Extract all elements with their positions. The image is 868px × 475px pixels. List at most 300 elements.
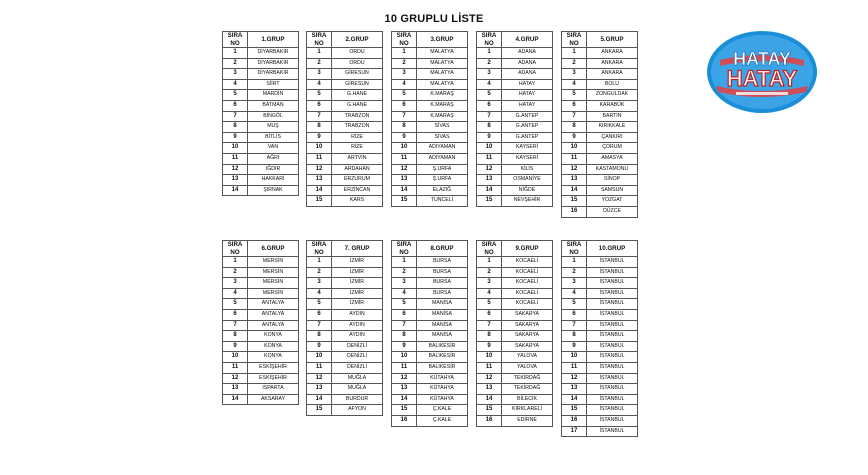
city-name: BALIKESİR bbox=[417, 341, 468, 352]
sira-no-header: SIRA NO bbox=[392, 32, 417, 48]
table-row bbox=[477, 100, 553, 111]
row-number: 8 bbox=[223, 122, 248, 133]
row-number: 15 bbox=[392, 405, 417, 416]
group-name-header: 6.GRUP bbox=[248, 241, 299, 257]
group-name-header: 7. GRUP bbox=[332, 241, 383, 257]
table-row bbox=[477, 79, 553, 90]
city-name: MANİSA bbox=[417, 309, 468, 320]
city-name: ANTALYA bbox=[248, 320, 299, 331]
table-row bbox=[392, 341, 468, 352]
city-name: İSTANBUL bbox=[587, 331, 638, 342]
table-row bbox=[392, 415, 468, 426]
row-number: 1 bbox=[562, 48, 587, 59]
city-name: RİZE bbox=[332, 132, 383, 143]
table-row bbox=[392, 267, 468, 278]
city-name: İSTANBUL bbox=[587, 426, 638, 437]
table-row bbox=[477, 320, 553, 331]
table-row bbox=[477, 257, 553, 268]
table-row bbox=[307, 362, 383, 373]
row-number: 14 bbox=[307, 185, 332, 196]
city-name: SAKARYA bbox=[502, 320, 553, 331]
row-number: 9 bbox=[477, 341, 502, 352]
table-row bbox=[307, 164, 383, 175]
table-row bbox=[392, 111, 468, 122]
city-name: KARS bbox=[332, 196, 383, 207]
group-table bbox=[222, 31, 299, 196]
city-name: İZMİR bbox=[332, 267, 383, 278]
table-row bbox=[477, 341, 553, 352]
sira-no-header: SIRA NO bbox=[223, 241, 248, 257]
table-row bbox=[477, 58, 553, 69]
table-row bbox=[307, 331, 383, 342]
hatay-logo bbox=[706, 30, 818, 114]
city-name: G.HANE bbox=[332, 100, 383, 111]
table-row bbox=[307, 175, 383, 186]
row-number: 1 bbox=[307, 257, 332, 268]
group-table bbox=[391, 240, 468, 427]
row-number: 6 bbox=[562, 100, 587, 111]
city-name: BURDUR bbox=[332, 394, 383, 405]
city-name: İSTANBUL bbox=[587, 257, 638, 268]
city-name: ANKARA bbox=[587, 58, 638, 69]
table-row bbox=[562, 257, 638, 268]
table-row bbox=[562, 111, 638, 122]
row-number: 3 bbox=[392, 278, 417, 289]
city-name: ADIYAMAN bbox=[417, 153, 468, 164]
table-row bbox=[477, 185, 553, 196]
city-name: KIRKLARELİ bbox=[502, 405, 553, 416]
row-number: 2 bbox=[223, 267, 248, 278]
row-number: 11 bbox=[223, 153, 248, 164]
group-name-header: 8.GRUP bbox=[417, 241, 468, 257]
table-row bbox=[392, 185, 468, 196]
city-name: ERZİNCAN bbox=[332, 185, 383, 196]
city-name: ISPARTA bbox=[248, 384, 299, 395]
table-row bbox=[223, 267, 299, 278]
sira-no-header: SIRA NO bbox=[307, 32, 332, 48]
row-number: 14 bbox=[562, 185, 587, 196]
table-header-row bbox=[307, 241, 383, 257]
row-number: 14 bbox=[392, 394, 417, 405]
row-number: 15 bbox=[307, 405, 332, 416]
city-name: AĞRI bbox=[248, 153, 299, 164]
row-number: 9 bbox=[477, 132, 502, 143]
row-number: 14 bbox=[392, 185, 417, 196]
row-number: 9 bbox=[307, 132, 332, 143]
city-name: ESKİŞEHİR bbox=[248, 373, 299, 384]
row-number: 10 bbox=[477, 352, 502, 363]
table-row bbox=[307, 278, 383, 289]
row-number: 4 bbox=[392, 79, 417, 90]
table-row bbox=[477, 394, 553, 405]
city-name: ERZURUM bbox=[332, 175, 383, 186]
city-name: KÜTAHYA bbox=[417, 373, 468, 384]
table-row bbox=[477, 267, 553, 278]
city-name: HATAY bbox=[502, 79, 553, 90]
city-name: KOCAELİ bbox=[502, 278, 553, 289]
city-name: MERSİN bbox=[248, 288, 299, 299]
table-row bbox=[223, 100, 299, 111]
city-name: MUŞ bbox=[248, 122, 299, 133]
city-name: MALATYA bbox=[417, 69, 468, 80]
row-number: 10 bbox=[477, 143, 502, 154]
row-number: 4 bbox=[562, 79, 587, 90]
table-row bbox=[223, 352, 299, 363]
table-row bbox=[392, 100, 468, 111]
table-row bbox=[392, 196, 468, 207]
table-row bbox=[562, 100, 638, 111]
table-row bbox=[392, 48, 468, 59]
row-number: 8 bbox=[223, 331, 248, 342]
city-name: GİRESUN bbox=[332, 69, 383, 80]
table-row bbox=[562, 394, 638, 405]
row-number: 2 bbox=[307, 58, 332, 69]
table-header-row bbox=[307, 32, 383, 48]
row-number: 8 bbox=[392, 331, 417, 342]
city-name: AKSARAY bbox=[248, 394, 299, 405]
table-row bbox=[392, 309, 468, 320]
city-name: BURSA bbox=[417, 267, 468, 278]
group-table bbox=[306, 31, 383, 207]
table-row bbox=[223, 309, 299, 320]
table-row bbox=[392, 164, 468, 175]
table-row bbox=[392, 132, 468, 143]
row-number: 11 bbox=[307, 153, 332, 164]
city-name: KIRIKKALE bbox=[587, 122, 638, 133]
city-name: DENİZLİ bbox=[332, 352, 383, 363]
table-row bbox=[307, 267, 383, 278]
city-name: DİYARBAKIR bbox=[248, 48, 299, 59]
group-name-header: 10.GRUP bbox=[587, 241, 638, 257]
sira-no-header: SIRA NO bbox=[307, 241, 332, 257]
city-name: MANİSA bbox=[417, 320, 468, 331]
table-header-row bbox=[562, 241, 638, 257]
city-name: SİİRT bbox=[248, 79, 299, 90]
table-row bbox=[223, 320, 299, 331]
table-row bbox=[562, 384, 638, 395]
table-row bbox=[307, 79, 383, 90]
row-number: 11 bbox=[562, 153, 587, 164]
row-number: 2 bbox=[477, 58, 502, 69]
city-name: TRABZON bbox=[332, 122, 383, 133]
city-name: SAKARYA bbox=[502, 331, 553, 342]
sira-no-header: SIRA NO bbox=[223, 32, 248, 48]
table-row bbox=[307, 111, 383, 122]
row-number: 5 bbox=[562, 299, 587, 310]
table-row bbox=[307, 309, 383, 320]
city-name: ADIYAMAN bbox=[417, 143, 468, 154]
table-row bbox=[477, 196, 553, 207]
row-number: 9 bbox=[223, 341, 248, 352]
table-row bbox=[307, 384, 383, 395]
table-row bbox=[477, 175, 553, 186]
row-number: 2 bbox=[562, 267, 587, 278]
city-name: DENİZLİ bbox=[332, 341, 383, 352]
row-number: 3 bbox=[477, 278, 502, 289]
city-name: YOZGAT bbox=[587, 196, 638, 207]
group-name-header: 2.GRUP bbox=[332, 32, 383, 48]
row-number: 3 bbox=[223, 69, 248, 80]
table-row bbox=[562, 299, 638, 310]
city-name: AMASYA bbox=[587, 153, 638, 164]
row-number: 3 bbox=[307, 278, 332, 289]
city-name: KOCAELİ bbox=[502, 299, 553, 310]
row-number: 10 bbox=[562, 352, 587, 363]
table-row bbox=[562, 352, 638, 363]
table-row bbox=[223, 278, 299, 289]
table-header-row bbox=[392, 241, 468, 257]
row-number: 9 bbox=[223, 132, 248, 143]
row-number: 13 bbox=[562, 384, 587, 395]
table-row bbox=[392, 58, 468, 69]
city-name: SAKARYA bbox=[502, 309, 553, 320]
city-name: ARTVİN bbox=[332, 153, 383, 164]
row-number: 12 bbox=[223, 373, 248, 384]
table-row bbox=[392, 331, 468, 342]
city-name: BOLU bbox=[587, 79, 638, 90]
table-row bbox=[477, 69, 553, 80]
row-number: 4 bbox=[307, 288, 332, 299]
table-row bbox=[223, 48, 299, 59]
city-name: TRABZON bbox=[332, 111, 383, 122]
table-row bbox=[307, 341, 383, 352]
group-table bbox=[476, 31, 553, 207]
city-name: KÜTAHYA bbox=[417, 394, 468, 405]
row-number: 14 bbox=[223, 394, 248, 405]
city-name: AYDIN bbox=[332, 320, 383, 331]
table-row bbox=[562, 309, 638, 320]
city-name: EDİRNE bbox=[502, 415, 553, 426]
city-name: KÜTAHYA bbox=[417, 384, 468, 395]
row-number: 6 bbox=[307, 309, 332, 320]
row-number: 7 bbox=[307, 320, 332, 331]
row-number: 12 bbox=[477, 373, 502, 384]
table-row bbox=[562, 132, 638, 143]
group-table bbox=[222, 240, 299, 405]
city-name: İZMİR bbox=[332, 288, 383, 299]
table-row bbox=[477, 415, 553, 426]
city-name: BURSA bbox=[417, 288, 468, 299]
city-name: RİZE bbox=[332, 143, 383, 154]
city-name: ANTALYA bbox=[248, 299, 299, 310]
sira-no-header: SIRA NO bbox=[477, 32, 502, 48]
city-name: ESKİŞEHİR bbox=[248, 362, 299, 373]
sira-no-header: SIRA NO bbox=[477, 241, 502, 257]
table-row bbox=[307, 100, 383, 111]
row-number: 6 bbox=[307, 100, 332, 111]
row-number: 3 bbox=[477, 69, 502, 80]
city-name: DENİZLİ bbox=[332, 362, 383, 373]
table-row bbox=[307, 394, 383, 405]
city-name: ADANA bbox=[502, 48, 553, 59]
table-row bbox=[562, 415, 638, 426]
city-name: VAN bbox=[248, 143, 299, 154]
row-number: 7 bbox=[223, 320, 248, 331]
city-name: İSTANBUL bbox=[587, 288, 638, 299]
table-header-row bbox=[223, 32, 299, 48]
row-number: 7 bbox=[477, 320, 502, 331]
table-row bbox=[307, 69, 383, 80]
row-number: 4 bbox=[223, 79, 248, 90]
city-name: Ş.URFA bbox=[417, 164, 468, 175]
table-row bbox=[307, 132, 383, 143]
city-name: SAKARYA bbox=[502, 341, 553, 352]
table-row bbox=[562, 426, 638, 437]
table-row bbox=[562, 69, 638, 80]
city-name: ANTALYA bbox=[248, 309, 299, 320]
table-row bbox=[307, 90, 383, 101]
city-name: KAYSERİ bbox=[502, 143, 553, 154]
city-name: AFYON bbox=[332, 405, 383, 416]
sira-no-header: SIRA NO bbox=[392, 241, 417, 257]
table-row bbox=[477, 278, 553, 289]
table-row bbox=[307, 405, 383, 416]
row-number: 2 bbox=[392, 267, 417, 278]
row-number: 2 bbox=[392, 58, 417, 69]
row-number: 5 bbox=[392, 299, 417, 310]
table-row bbox=[392, 384, 468, 395]
row-number: 3 bbox=[392, 69, 417, 80]
page-title: 10 GRUPLU LİSTE bbox=[384, 13, 484, 25]
table-row bbox=[223, 79, 299, 90]
table-row bbox=[223, 111, 299, 122]
table-row bbox=[562, 405, 638, 416]
row-number: 1 bbox=[307, 48, 332, 59]
row-number: 14 bbox=[307, 394, 332, 405]
city-name: TEKİRDAĞ bbox=[502, 373, 553, 384]
group-table bbox=[306, 240, 383, 416]
city-name: BATMAN bbox=[248, 100, 299, 111]
table-row bbox=[392, 320, 468, 331]
row-number: 16 bbox=[392, 415, 417, 426]
table-row bbox=[477, 373, 553, 384]
row-number: 12 bbox=[477, 164, 502, 175]
row-number: 1 bbox=[477, 257, 502, 268]
city-name: GİRESUN bbox=[332, 79, 383, 90]
city-name: MUĞLA bbox=[332, 373, 383, 384]
city-name: BALIKESİR bbox=[417, 352, 468, 363]
row-number: 8 bbox=[562, 331, 587, 342]
city-name: KAYSERİ bbox=[502, 153, 553, 164]
city-name: DİYARBAKIR bbox=[248, 69, 299, 80]
sira-no-header: SIRA NO bbox=[562, 32, 587, 48]
row-number: 4 bbox=[562, 288, 587, 299]
row-number: 9 bbox=[562, 341, 587, 352]
row-number: 3 bbox=[223, 278, 248, 289]
group-name-header: 4.GRUP bbox=[502, 32, 553, 48]
city-name: KONYA bbox=[248, 331, 299, 342]
row-number: 3 bbox=[562, 69, 587, 80]
row-number: 1 bbox=[223, 257, 248, 268]
table-row bbox=[307, 288, 383, 299]
city-name: İSTANBUL bbox=[587, 384, 638, 395]
row-number: 6 bbox=[562, 309, 587, 320]
row-number: 6 bbox=[477, 309, 502, 320]
row-number: 6 bbox=[392, 309, 417, 320]
table-row bbox=[562, 185, 638, 196]
table-row bbox=[392, 299, 468, 310]
row-number: 5 bbox=[477, 90, 502, 101]
city-name: İSTANBUL bbox=[587, 362, 638, 373]
city-name: OSMANİYE bbox=[502, 175, 553, 186]
table-row bbox=[223, 341, 299, 352]
row-number: 2 bbox=[477, 267, 502, 278]
row-number: 1 bbox=[392, 257, 417, 268]
city-name: İSTANBUL bbox=[587, 352, 638, 363]
row-number: 11 bbox=[477, 362, 502, 373]
table-row bbox=[392, 90, 468, 101]
table-row bbox=[223, 143, 299, 154]
table-row bbox=[223, 384, 299, 395]
city-name: KONYA bbox=[248, 341, 299, 352]
city-name: K.MARAŞ bbox=[417, 90, 468, 101]
row-number: 13 bbox=[223, 175, 248, 186]
city-name: İSTANBUL bbox=[587, 373, 638, 384]
table-row bbox=[562, 288, 638, 299]
row-number: 13 bbox=[307, 175, 332, 186]
table-row bbox=[562, 320, 638, 331]
city-name: ORDU bbox=[332, 58, 383, 69]
city-name: MERSİN bbox=[248, 267, 299, 278]
row-number: 13 bbox=[307, 384, 332, 395]
city-name: KONYA bbox=[248, 352, 299, 363]
row-number: 12 bbox=[307, 373, 332, 384]
table-row bbox=[307, 122, 383, 133]
table-row bbox=[562, 206, 638, 217]
row-number: 13 bbox=[392, 175, 417, 186]
row-number: 12 bbox=[562, 373, 587, 384]
row-number: 10 bbox=[392, 352, 417, 363]
city-name: İSTANBUL bbox=[587, 309, 638, 320]
city-name: ADANA bbox=[502, 58, 553, 69]
table-row bbox=[562, 122, 638, 133]
group-table bbox=[561, 240, 638, 437]
table-row bbox=[223, 153, 299, 164]
table-row bbox=[223, 257, 299, 268]
city-name: BİTLİS bbox=[248, 132, 299, 143]
city-name: ELAZIĞ bbox=[417, 185, 468, 196]
row-number: 12 bbox=[307, 164, 332, 175]
table-row bbox=[307, 48, 383, 59]
city-name: SİVAS bbox=[417, 132, 468, 143]
table-header-row bbox=[562, 32, 638, 48]
table-row bbox=[392, 394, 468, 405]
city-name: G.ANTEP bbox=[502, 122, 553, 133]
city-name: ZONGULDAK bbox=[587, 90, 638, 101]
city-name: İSTANBUL bbox=[587, 320, 638, 331]
table-row bbox=[307, 257, 383, 268]
table-row bbox=[392, 257, 468, 268]
table-row bbox=[562, 175, 638, 186]
row-number: 13 bbox=[223, 384, 248, 395]
row-number: 14 bbox=[223, 185, 248, 196]
table-row bbox=[307, 299, 383, 310]
city-name: AYDIN bbox=[332, 331, 383, 342]
table-row bbox=[223, 288, 299, 299]
city-name: YALOVA bbox=[502, 362, 553, 373]
svg-text:HATAY: HATAY bbox=[733, 49, 791, 69]
city-name: İSTANBUL bbox=[587, 267, 638, 278]
row-number: 9 bbox=[392, 132, 417, 143]
table-row bbox=[223, 132, 299, 143]
table-row bbox=[223, 185, 299, 196]
row-number: 13 bbox=[562, 175, 587, 186]
group-name-header: 3.GRUP bbox=[417, 32, 468, 48]
row-number: 10 bbox=[223, 143, 248, 154]
table-row bbox=[477, 122, 553, 133]
city-name: MALATYA bbox=[417, 58, 468, 69]
row-number: 12 bbox=[392, 164, 417, 175]
